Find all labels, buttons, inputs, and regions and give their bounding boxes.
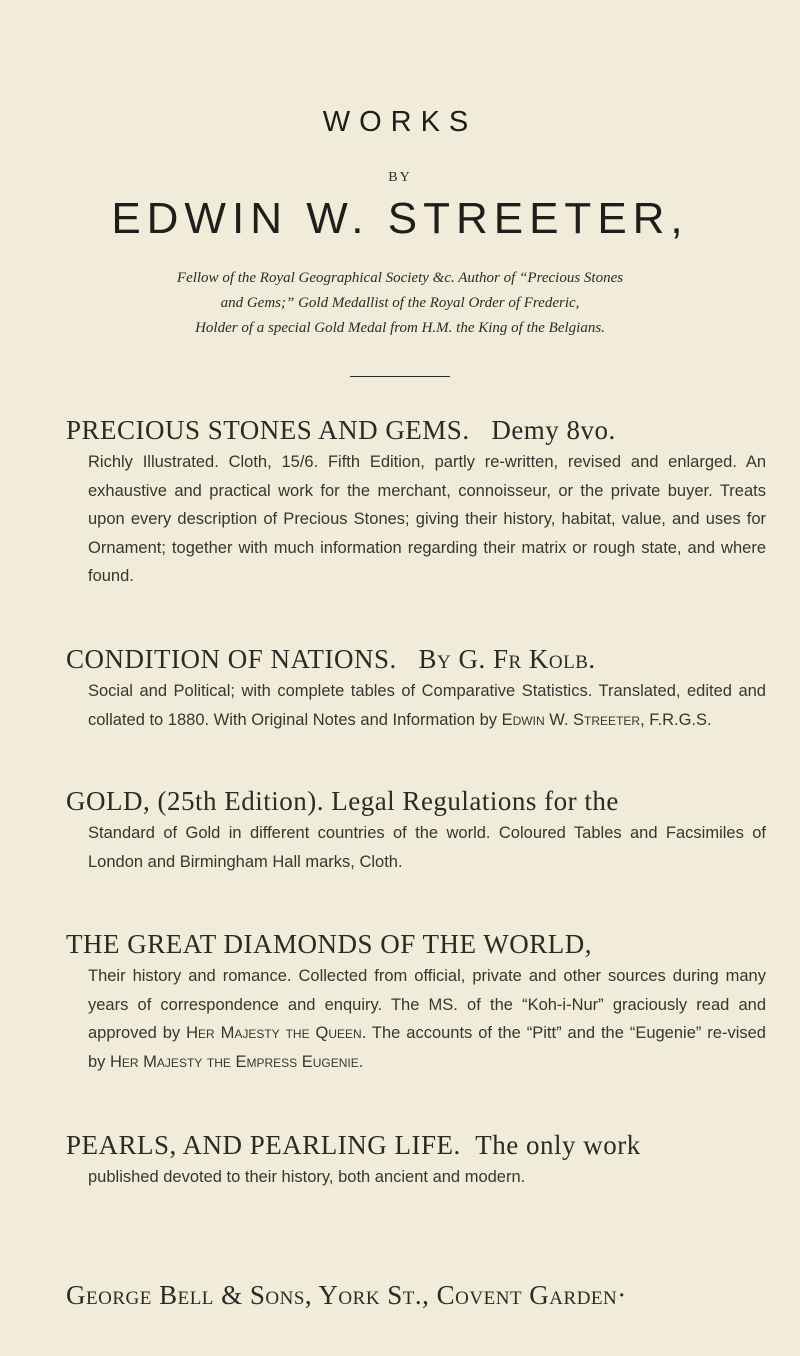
book-entry-pearls: [66, 1127, 766, 1192]
book-entry-precious-stones: [66, 412, 766, 591]
description-royal-name: Her Majesty the Queen: [186, 1024, 362, 1042]
author-credentials: [60, 266, 740, 341]
book-title: [66, 412, 766, 448]
description-text: .: [358, 1052, 364, 1071]
description-text: . The accounts of the “Pitt” and the “Eugenie” re-vised by: [88, 1024, 766, 1071]
book-description: [88, 962, 766, 1076]
book-title-text: PRECIOUS STONES AND GEMS.: [66, 415, 470, 445]
book-entry-gold: [66, 783, 766, 876]
book-title-text: PEARLS, AND PEARLING LIFE.: [66, 1130, 461, 1160]
book-title: THE GREAT DIAMONDS OF THE WORLD,: [66, 929, 593, 959]
book-author: By G. Fr Kolb.: [418, 644, 596, 674]
book-format: Demy 8vo.: [491, 415, 616, 445]
book-title: GOLD, (25th Edition). Legal Regulations for the: [66, 786, 619, 816]
book-note: The only work: [475, 1130, 641, 1160]
book-description: Standard of Gold in different countries of the world. Coloured Tables and Facsimiles of London and Birmingham Hall marks, Cloth.: [88, 824, 766, 871]
description-text: Their history and romance. Collected from official, private and other sources during many years of correspondence and enquiry. The MS. of the “Koh-i-Nur” graciously read and approved by: [88, 967, 766, 1042]
page-heading: WORKS: [322, 106, 478, 138]
by-line: BY: [388, 170, 412, 185]
description-royal-name: Her Majesty the Empress Eugenie: [110, 1052, 359, 1071]
book-title: [66, 641, 766, 677]
divider-rule: [350, 376, 450, 377]
book-description: published devoted to their history, both ancient and modern.: [88, 1168, 526, 1186]
book-description: Richly Illustrated. Cloth, 15/6. Fifth Edition, partly re-written, revised and enlarged. An exhaustive and practical work for the merchant, connoisseur, or the private buyer. Treats upon every description of Precious Stones; giving their history, habitat, value, and uses for Ornament; together with much information regarding their matrix or rough state, and where found.: [88, 453, 766, 585]
book-title: [66, 1127, 766, 1163]
description-text: Social and Political; with complete tables of Comparative Statistics. Translated, edited and collated to 1880. With Original Notes and Information by: [88, 682, 766, 729]
book-entry-great-diamonds: [66, 926, 766, 1076]
credential-line: Fellow of the Royal Geographical Society &c. Author of “Precious Stones: [176, 270, 624, 286]
credential-line: Holder of a special Gold Medal from H.M. the King of the Belgians.: [195, 320, 605, 336]
book-entry-condition-of-nations: [66, 641, 766, 734]
credential-line: and Gems;” Gold Medallist of the Royal Order of Frederic,: [220, 295, 580, 311]
author-name: EDWIN W. STREETER,: [111, 194, 689, 243]
description-text: , F.R.G.S.: [640, 710, 712, 729]
book-title-text: CONDITION OF NATIONS.: [66, 644, 397, 674]
publisher-imprint: George Bell & Sons, York St., Covent Garden·: [66, 1280, 627, 1310]
description-author: Edwin W. Streeter: [501, 710, 641, 729]
book-description: [88, 677, 766, 734]
